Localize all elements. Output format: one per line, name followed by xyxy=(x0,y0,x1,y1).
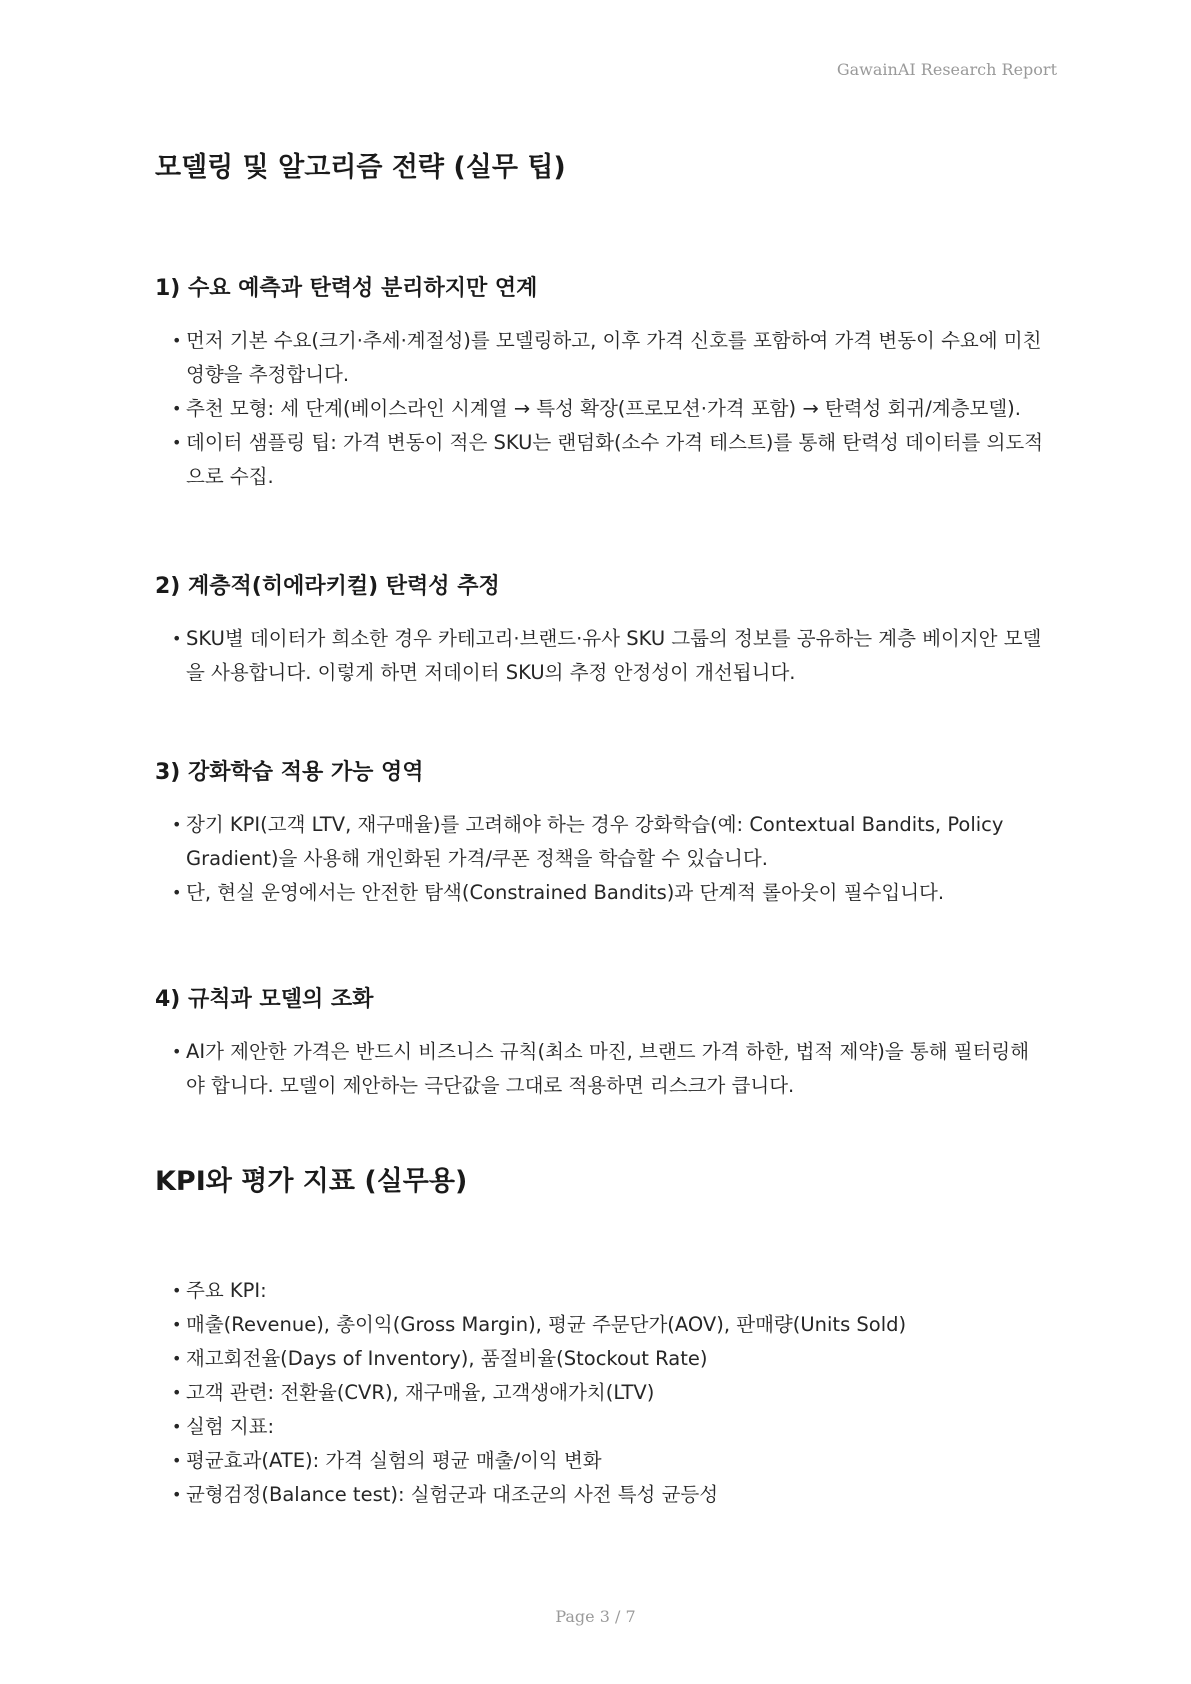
section-title-modeling: 모델링 및 알고리즘 전략 (실무 팁) xyxy=(155,152,566,183)
page-number: Page 3 / 7 xyxy=(555,1607,636,1626)
subsection-title-1: 1) 수요 예측과 탄력성 분리하지만 연계 xyxy=(155,276,538,301)
list-item: • 재고회전율(Days of Inventory), 품절비율(Stockout Rate) xyxy=(155,1342,906,1376)
report-header: GawainAI Research Report xyxy=(836,60,1057,79)
list-item: • 실험 지표: xyxy=(155,1410,906,1444)
bullet-list-2 xyxy=(155,622,1045,690)
page-content xyxy=(155,148,1045,1506)
bullet-list-1 xyxy=(155,324,1045,494)
subsection-title-2: 2) 계층적(히에라키컬) 탄력성 추정 xyxy=(155,574,500,599)
subsection-title-3: 3) 강화학습 적용 가능 영역 xyxy=(155,760,424,785)
list-item: • 매출(Revenue), 총이익(Gross Margin), 평균 주문단가(AOV), 판매량(Units Sold) xyxy=(155,1308,906,1342)
list-item: • AI가 제안한 가격은 반드시 비즈니스 규칙(최소 마진, 브랜드 가격 하한, 법적 제약)을 통해 필터링해야 합니다. 모델이 제안하는 극단값을 그대로 적용하면 리스크가 큽니다. xyxy=(155,1035,1045,1103)
subsection-title-4: 4) 규칙과 모델의 조화 xyxy=(155,987,374,1012)
section-title-kpi: KPI와 평가 지표 (실무용) xyxy=(155,1166,468,1197)
list-item: • 단, 현실 운영에서는 안전한 탐색(Constrained Bandits)과 단계적 롤아웃이 필수입니다. xyxy=(155,876,1045,910)
bullet-list-3 xyxy=(155,808,1045,910)
list-item: • SKU별 데이터가 희소한 경우 카테고리·브랜드·유사 SKU 그룹의 정보를 공유하는 계층 베이지안 모델을 사용합니다. 이렇게 하면 저데이터 SKU의 추정 안정성이 개선됩니다. xyxy=(155,622,1045,690)
list-item: • 고객 관련: 전환율(CVR), 재구매율, 고객생애가치(LTV) xyxy=(155,1376,906,1410)
list-item: • 장기 KPI(고객 LTV, 재구매율)를 고려해야 하는 경우 강화학습(예: Contextual Bandits, Policy Gradient)을 사용해 개인화된 가격/쿠폰 정책을 학습할 수 있습니다. xyxy=(155,808,1045,876)
list-item: • 추천 모형: 세 단계(베이스라인 시계열 → 특성 확장(프로모션·가격 포함) → 탄력성 회귀/계층모델). xyxy=(155,392,1045,426)
bullet-list-4 xyxy=(155,1035,1045,1103)
list-item: • 데이터 샘플링 팁: 가격 변동이 적은 SKU는 랜덤화(소수 가격 테스트)를 통해 탄력성 데이터를 의도적으로 수집. xyxy=(155,426,1045,494)
list-item: • 균형검정(Balance test): 실험군과 대조군의 사전 특성 균등성 xyxy=(155,1478,906,1512)
list-item: • 먼저 기본 수요(크기·추세·계절성)를 모델링하고, 이후 가격 신호를 포함하여 가격 변동이 수요에 미친 영향을 추정합니다. xyxy=(155,324,1045,392)
kpi-bullet-list xyxy=(155,1274,906,1512)
list-item: • 평균효과(ATE): 가격 실험의 평균 매출/이익 변화 xyxy=(155,1444,906,1478)
list-item: • 주요 KPI: xyxy=(155,1274,906,1308)
